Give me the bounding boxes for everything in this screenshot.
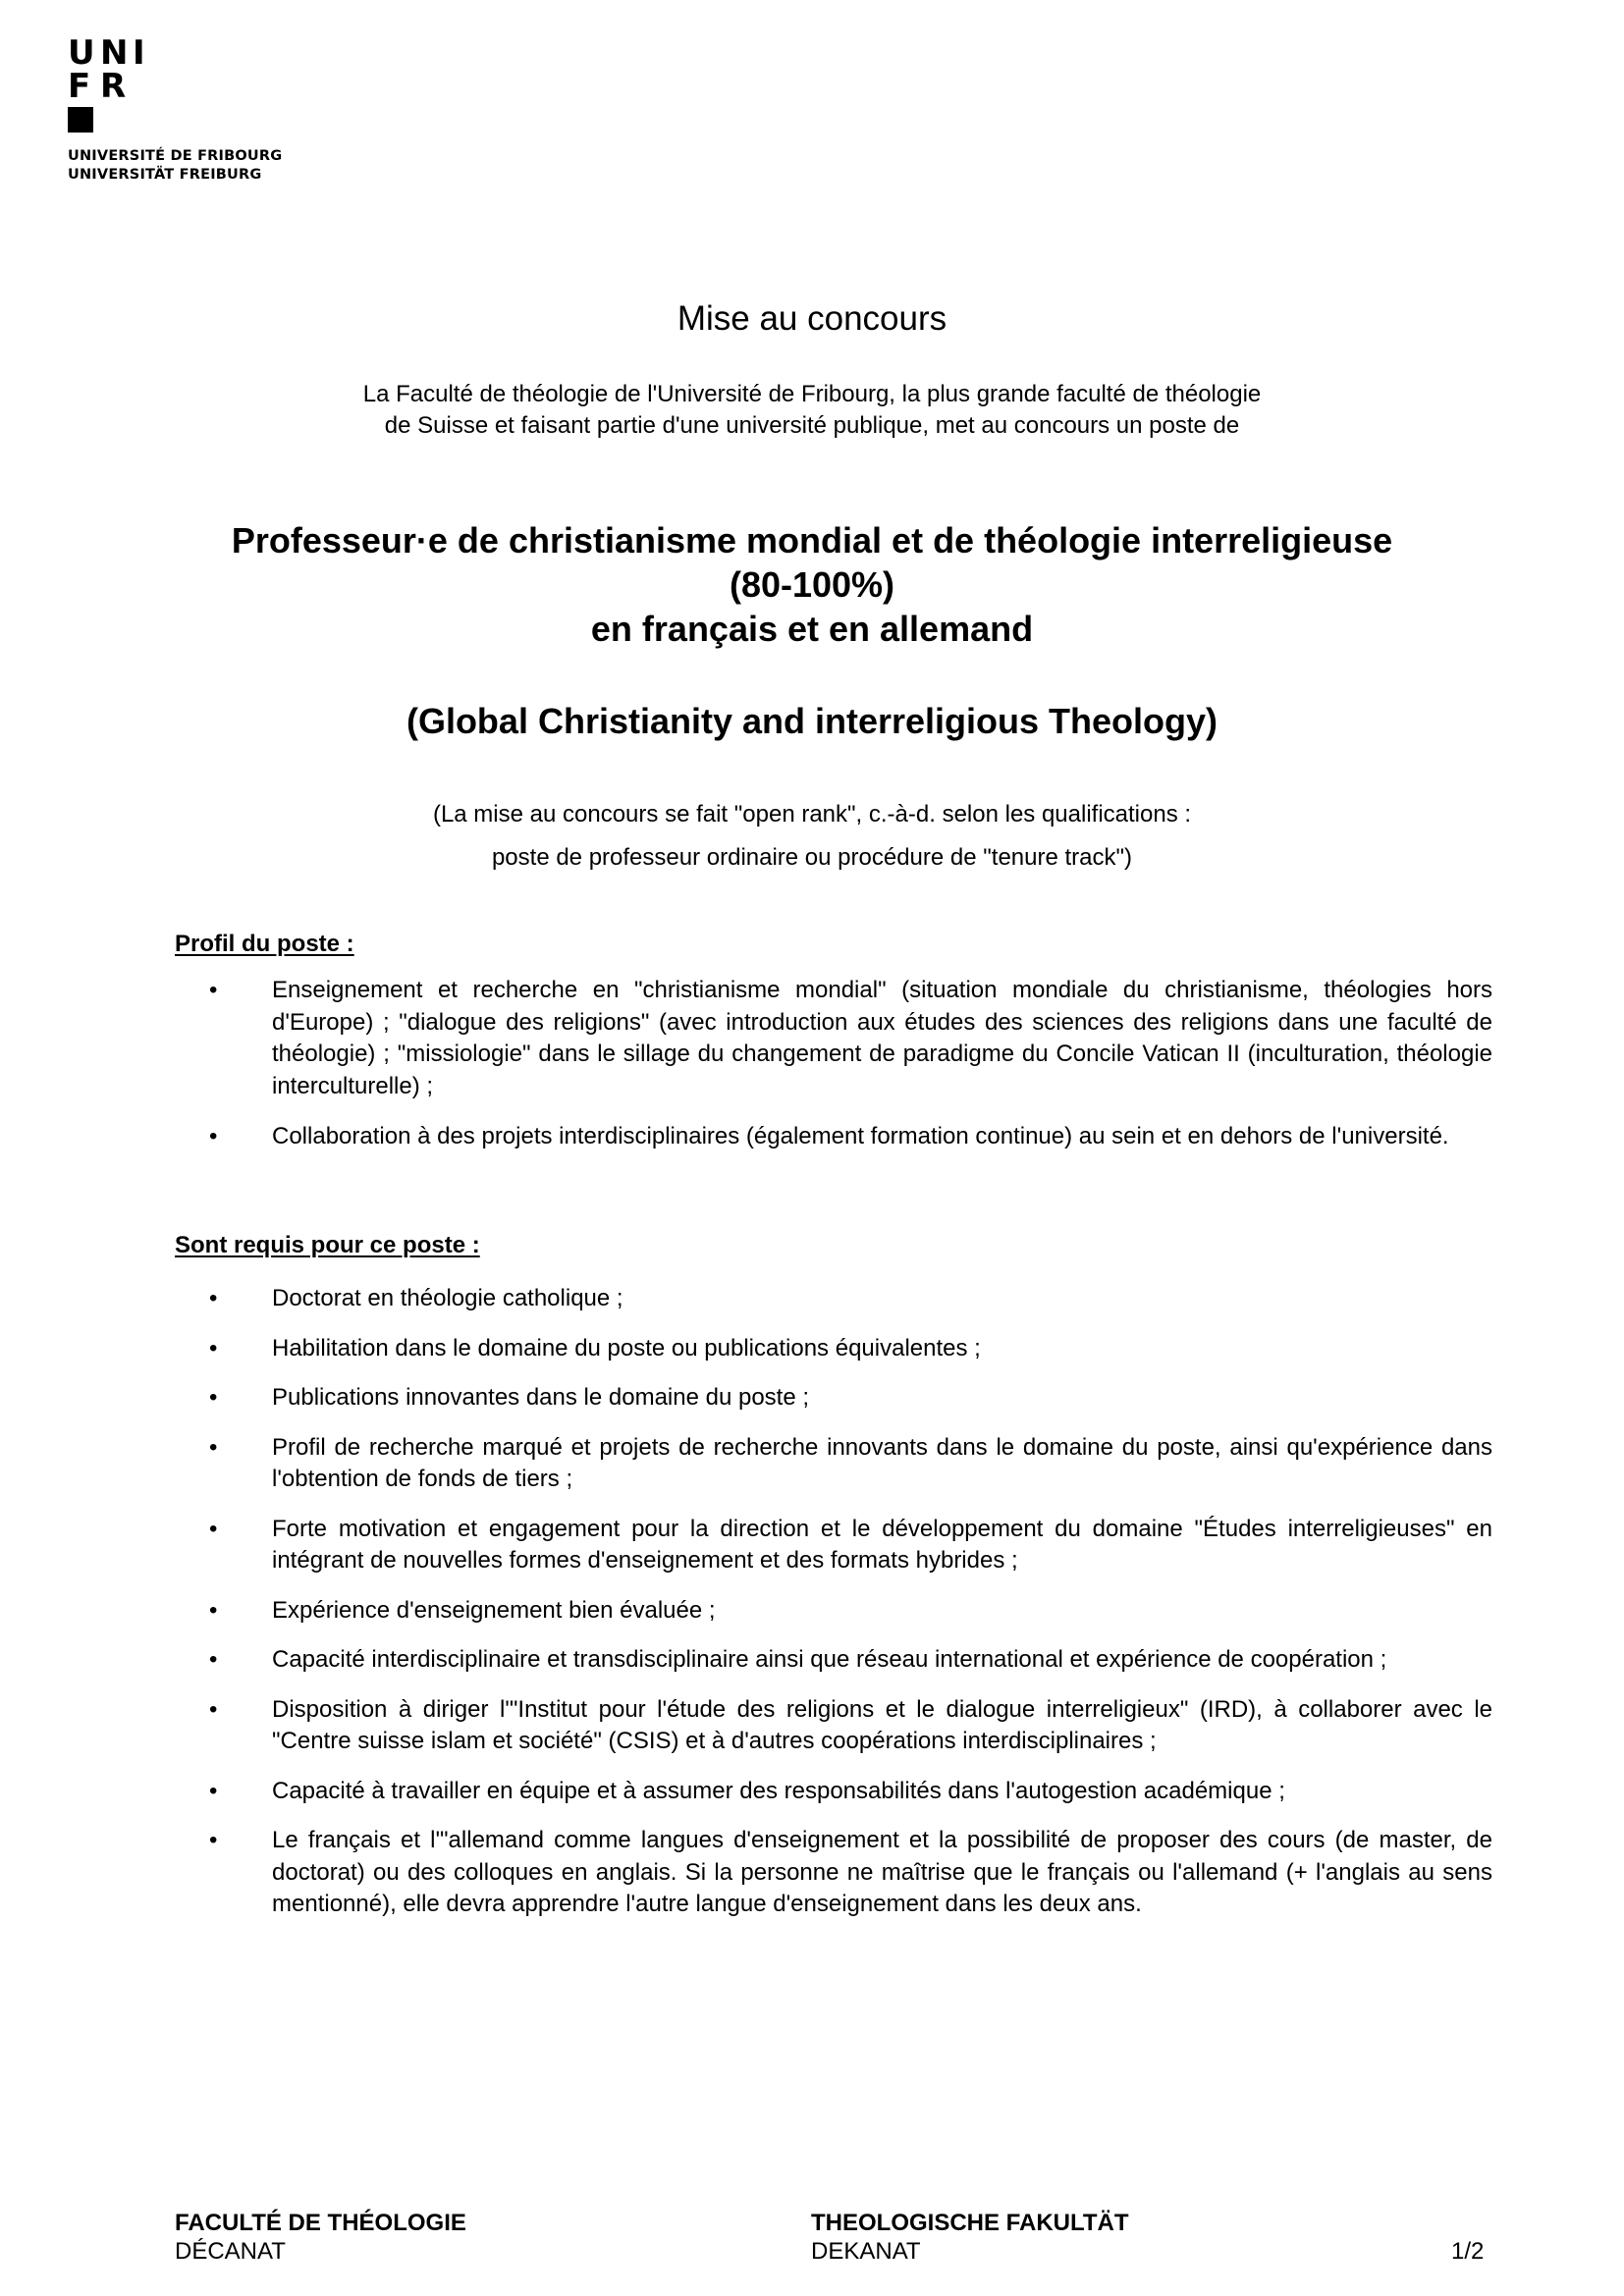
list-item-text: Forte motivation et engagement pour la direction et le développement du domaine "Études interreligieuses" en intégrant de nouvelles formes d'enseignement et des formats hybrides ;	[272, 1515, 1492, 1574]
list-item-text: Le français et l'"allemand comme langues d'enseignement et la possibilité de proposer des cours (de master, de doctorat) ou des colloques en anglais. Si la personne ne maîtrise que le français ou l'allemand (+ l'anglais au sens mentionné), elle devra apprendre l'autre langue d'enseignement dans les deux ans.	[272, 1827, 1492, 1917]
list-item	[175, 1595, 1492, 1628]
logo-spacer	[133, 71, 162, 102]
list-item-text: Doctorat en théologie catholique ;	[272, 1285, 623, 1311]
post-title-line-1: Professeur·e de christianisme mondial et de théologie interreligieuse	[231, 520, 1393, 561]
bullet-icon: •	[209, 1433, 218, 1461]
list-item	[175, 1644, 1492, 1677]
footer-faculty-fr-office: DÉCANAT	[175, 2238, 286, 2265]
list-item	[175, 1121, 1492, 1153]
footer-faculty-de-name: THEOLOGISCHE FAKULTÄT	[811, 2210, 1129, 2236]
list-item-text: Collaboration à des projets interdisciplinaires (également formation continue) au sein et en dehors de l'université.	[272, 1123, 1449, 1149]
logo-letter-f: F	[68, 67, 90, 106]
bullet-icon: •	[209, 977, 218, 1003]
rank-note	[0, 793, 1624, 880]
section-heading-requis: Sont requis pour ce poste :	[175, 1232, 480, 1258]
bullet-icon: •	[209, 1646, 218, 1673]
requis-list	[175, 1283, 1492, 1939]
list-item-text: Habilitation dans le domaine du poste ou publications équivalentes ;	[272, 1334, 981, 1362]
logo-mark	[68, 33, 282, 135]
logo-letter-n: N	[100, 33, 128, 73]
logo-letter-i: I	[133, 33, 144, 73]
list-item-text: Capacité interdisciplinaire et transdisciplinaire ainsi que réseau international et expérience de coopération ;	[272, 1646, 1387, 1673]
post-title	[0, 518, 1624, 651]
post-title-line-3: en français et en allemand	[590, 609, 1034, 649]
logo-names	[68, 147, 282, 185]
footer-faculty-de	[811, 2209, 1129, 2266]
footer-faculty-fr-name: FACULTÉ DE THÉOLOGIE	[175, 2210, 466, 2236]
list-item-text: Disposition à diriger l'"Institut pour l'étude des religions et le dialogue interreligieux" (IRD), à collaborer avec le "Centre suisse islam et société" (CSIS) et à d'autres coopérations interdisciplinaires ;	[272, 1695, 1492, 1754]
rank-note-line-2: poste de professeur ordinaire ou procédure de "tenure track")	[491, 844, 1133, 871]
list-item	[175, 1776, 1492, 1808]
logo-square-icon	[68, 107, 93, 133]
list-item-text: Enseignement et recherche en "christianisme mondial" (situation mondiale du christianisme, théologies hors d'Europe) ; "dialogue des religions" (avec introduction aux études des sciences des religions dans une faculté de théologie) ; "missiologie" dans le sillage du changement de paradigme du Concile Vatican II (inculturation, théologie interculturelle) ;	[272, 977, 1492, 1099]
bullet-icon: •	[209, 1384, 218, 1411]
footer-faculty-fr	[175, 2209, 466, 2266]
page-title: Mise au concours	[677, 299, 947, 338]
intro-paragraph	[0, 379, 1624, 442]
list-item	[175, 1283, 1492, 1315]
logo-letter-u: U	[68, 33, 94, 73]
bullet-icon: •	[209, 1334, 218, 1362]
list-item	[175, 1382, 1492, 1415]
section-heading-profil	[175, 929, 354, 960]
post-title-line-2: (80-100%)	[729, 564, 895, 605]
rank-note-line-1: (La mise au concours se fait "open rank", c.-à-d. selon les qualifications :	[432, 801, 1192, 828]
list-item-text: Profil de recherche marqué et projets de recherche innovants dans le domaine du poste, ainsi qu'expérience dans l'obtention de fonds de tiers ;	[272, 1433, 1492, 1492]
bullet-icon: •	[209, 1123, 218, 1149]
list-item	[175, 1694, 1492, 1758]
logo-letter-r: R	[100, 67, 126, 106]
post-subtitle: (Global Christianity and interreligious Theology)	[406, 701, 1218, 741]
list-item	[175, 1432, 1492, 1496]
footer-faculty-de-office: DEKANAT	[811, 2238, 921, 2265]
list-item-text: Capacité à travailler en équipe et à assumer des responsabilités dans l'autogestion académique ;	[272, 1777, 1285, 1804]
page-number: 1/2	[1451, 2238, 1485, 2265]
section-heading-profil-suffix: :	[340, 931, 354, 957]
section-heading-profil-text: Profil du poste	[175, 931, 340, 957]
bullet-icon: •	[209, 1285, 218, 1311]
bullet-icon: •	[209, 1695, 218, 1723]
list-item-text: Expérience d'enseignement bien évaluée ;	[272, 1596, 716, 1624]
list-item	[175, 1825, 1492, 1921]
list-item	[175, 975, 1492, 1102]
university-name-fr: UNIVERSITÉ DE FRIBOURG	[68, 148, 283, 164]
bullet-icon: •	[209, 1596, 218, 1624]
university-name-de: UNIVERSITÄT FREIBURG	[68, 167, 262, 183]
list-item	[175, 1333, 1492, 1365]
bullet-icon: •	[209, 1827, 218, 1853]
profil-list	[175, 975, 1492, 1172]
university-logo	[68, 33, 283, 185]
bullet-icon: •	[209, 1777, 218, 1804]
bullet-icon: •	[209, 1515, 218, 1542]
intro-line-1: La Faculté de théologie de l'Université de Fribourg, la plus grande faculté de théologie	[362, 381, 1262, 407]
list-item-text: Publications innovantes dans le domaine du poste ;	[272, 1384, 810, 1411]
intro-line-2: de Suisse et faisant partie d'une université publique, met au concours un poste de	[384, 412, 1240, 439]
list-item	[175, 1514, 1492, 1577]
